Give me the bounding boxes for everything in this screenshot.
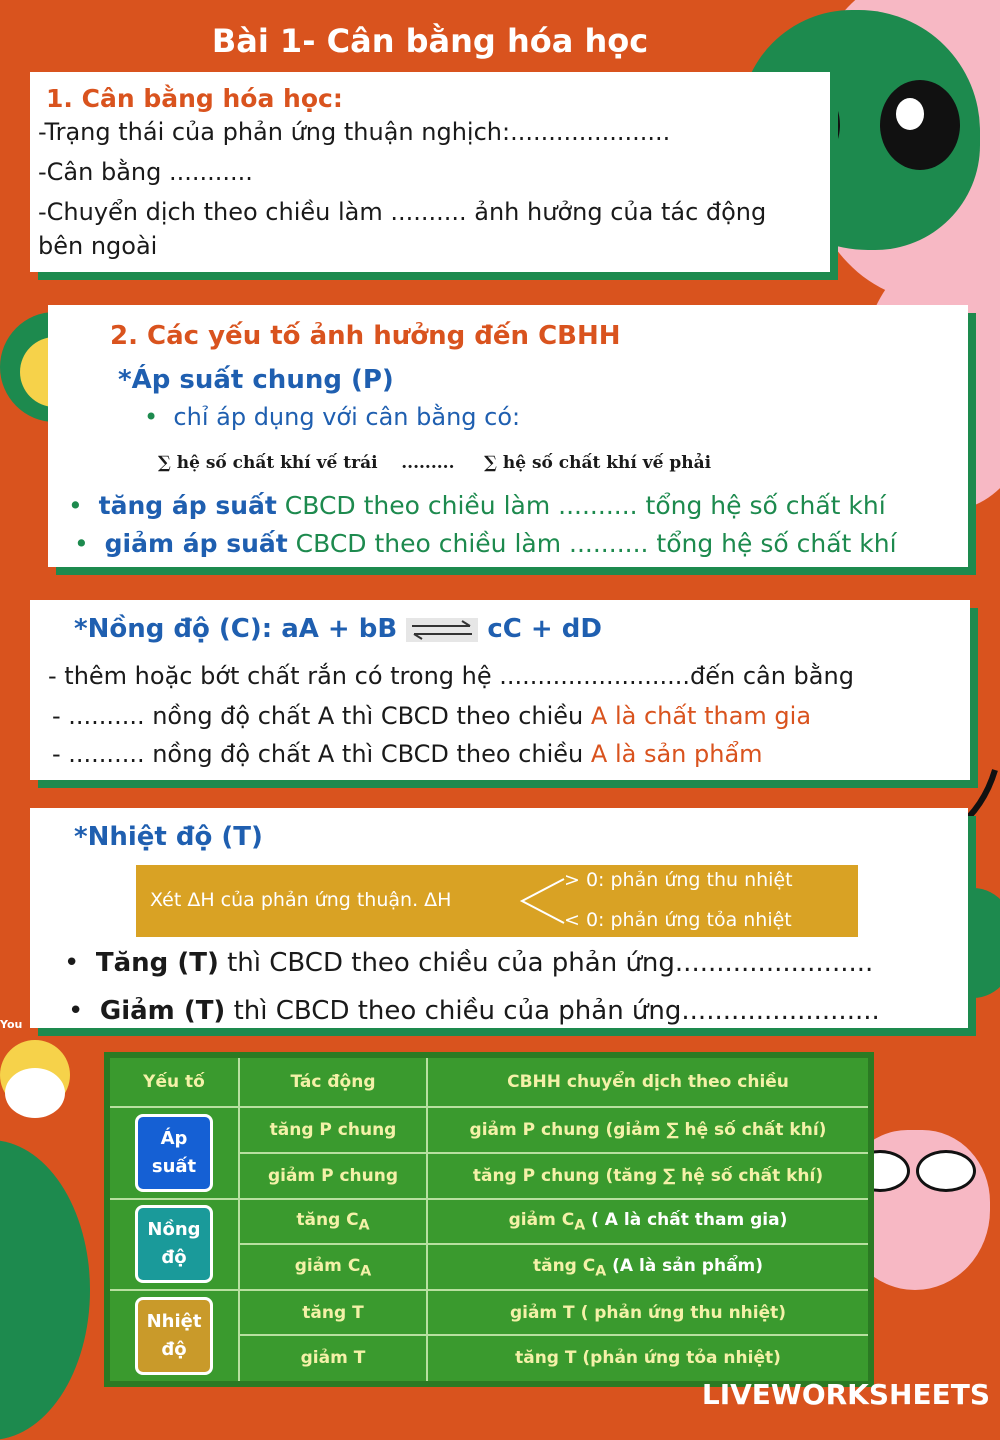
concentration-card bbox=[30, 600, 970, 780]
concentration-line3 bbox=[52, 740, 763, 768]
header-factor: Yếu tố bbox=[107, 1055, 239, 1107]
action-cell bbox=[239, 1107, 427, 1153]
section1-line2: -Cân bằng ........... bbox=[38, 158, 253, 186]
temperature-card bbox=[30, 808, 968, 1028]
action-cell bbox=[239, 1244, 427, 1290]
table-header-row bbox=[107, 1055, 871, 1107]
table-row bbox=[107, 1290, 871, 1335]
factor-cell-pressure bbox=[107, 1107, 239, 1199]
temperature-increase-bullet: • Tăng (T) thì CBCD theo chiều của phản ứng........................ bbox=[64, 948, 874, 978]
section-equilibrium-card bbox=[30, 72, 830, 272]
action-text: tăng T bbox=[302, 1302, 364, 1323]
gas-coefficient-formula bbox=[158, 453, 711, 473]
concentration-title bbox=[74, 614, 602, 644]
concentration-line1: - thêm hoặc bớt chất rắn có trong hệ .........................đến cân bằng bbox=[48, 662, 854, 690]
girl-avatar-decoration bbox=[0, 1040, 70, 1110]
action-text: tăng P chung bbox=[269, 1119, 397, 1140]
line2-text: - .......... nồng độ chất A thì CBCD theo chiều bbox=[52, 702, 591, 730]
section-factors-card bbox=[48, 305, 968, 567]
temp-increase-bold: Tăng (T) bbox=[95, 948, 219, 978]
factor-tag-concentration: Nồng độ bbox=[135, 1205, 213, 1283]
result-cell bbox=[427, 1153, 871, 1199]
temperature-title: *Nhiệt độ (T) bbox=[74, 822, 263, 852]
pressure-title: *Áp suất chung (P) bbox=[118, 365, 394, 395]
increase-rest: CBCD theo chiều làm .......... tổng hệ số chất khí bbox=[276, 491, 886, 520]
delta-h-positive: > 0: phản ứng thu nhiệt bbox=[564, 869, 793, 891]
section1-line1: -Trạng thái của phản ứng thuận nghịch:..................... bbox=[38, 118, 671, 146]
delta-h-label: Xét ΔH của phản ứng thuận. ΔH bbox=[150, 889, 452, 911]
increase-bold: tăng áp suất bbox=[98, 491, 277, 520]
monster-eye-icon bbox=[880, 80, 960, 170]
result-cell bbox=[427, 1290, 871, 1335]
formula-dots: ......... bbox=[401, 453, 455, 473]
result-cell bbox=[427, 1244, 871, 1290]
action-cell bbox=[239, 1335, 427, 1384]
concentration-equation-right: cC + dD bbox=[487, 614, 602, 644]
pressure-decrease-bullet: • giảm áp suất CBCD theo chiều làm .......... tổng hệ số chất khí bbox=[74, 529, 897, 558]
sticker-text: You bbox=[0, 1018, 23, 1031]
factor-tag-pressure: Áp suất bbox=[135, 1114, 213, 1192]
factor-cell-concentration bbox=[107, 1199, 239, 1291]
pressure-increase-bullet: • tăng áp suất CBCD theo chiều làm .......... tổng hệ số chất khí bbox=[68, 491, 886, 520]
section1-line3a: -Chuyển dịch theo chiều làm .......... ảnh hưởng của tác động bbox=[38, 198, 767, 226]
result-text: giảm $C_A$ ( A là chất tham gia) bbox=[508, 1209, 788, 1234]
header-shift: CBHH chuyển dịch theo chiều bbox=[427, 1055, 871, 1107]
formula-right: ∑ hệ số chất khí vế phải bbox=[484, 453, 712, 473]
page-title: Bài 1- Cân bằng hóa học bbox=[211, 22, 649, 60]
delta-h-negative: < 0: phản ứng tỏa nhiệt bbox=[564, 909, 792, 931]
delta-h-box bbox=[136, 865, 858, 937]
line2-highlight: A là chất tham gia bbox=[590, 702, 812, 730]
pressure-condition-bullet: • chỉ áp dụng với cân bằng có: bbox=[144, 403, 521, 431]
condition-text: chỉ áp dụng với cân bằng có: bbox=[173, 403, 521, 431]
action-cell bbox=[239, 1290, 427, 1335]
result-text: tăng $C_A$ (A là sản phẩm) bbox=[532, 1255, 764, 1279]
concentration-line2 bbox=[52, 702, 811, 730]
header-action: Tác động bbox=[239, 1055, 427, 1107]
result-text: giảm T ( phản ứng thu nhiệt) bbox=[509, 1302, 787, 1323]
factor-cell-temperature bbox=[107, 1290, 239, 1384]
action-text: giảm P chung bbox=[267, 1165, 399, 1186]
line3-text: - .......... nồng độ chất A thì CBCD theo chiều bbox=[52, 740, 591, 768]
decrease-bold: giảm áp suất bbox=[104, 529, 288, 558]
action-text: giảm $C_A$ bbox=[294, 1255, 372, 1279]
branch-bracket-icon bbox=[518, 875, 566, 927]
liveworksheets-watermark: LIVEWORKSHEETS bbox=[701, 1378, 990, 1411]
green-blob-decoration bbox=[0, 1140, 90, 1440]
action-text: tăng $C_A$ bbox=[296, 1209, 370, 1234]
factor-tag-temperature: Nhiệt độ bbox=[135, 1297, 213, 1375]
section1-line3b: bên ngoài bbox=[38, 232, 158, 260]
section1-heading: 1. Cân bằng hóa học: bbox=[46, 84, 343, 113]
line3-highlight: A là sản phẩm bbox=[590, 740, 763, 768]
temp-increase-rest: thì CBCD theo chiều của phản ứng........................ bbox=[218, 948, 874, 978]
temp-decrease-bold: Giảm (T) bbox=[99, 996, 226, 1026]
decrease-rest: CBCD theo chiều làm .......... tổng hệ số chất khí bbox=[287, 529, 897, 558]
formula-left: ∑ hệ số chất khí vế trái bbox=[158, 453, 378, 473]
result-text: giảm P chung (giảm ∑ hệ số chất khí) bbox=[469, 1119, 827, 1140]
equilibrium-arrow-icon bbox=[406, 616, 478, 644]
action-cell bbox=[239, 1153, 427, 1199]
action-cell bbox=[239, 1199, 427, 1245]
result-text: tăng P chung (tăng ∑ hệ số chất khí) bbox=[472, 1165, 824, 1186]
result-cell bbox=[427, 1107, 871, 1153]
summary-table bbox=[104, 1052, 874, 1387]
table-row bbox=[107, 1107, 871, 1153]
temp-decrease-rest: thì CBCD theo chiều của phản ứng........................ bbox=[225, 996, 880, 1026]
concentration-equation-left: *Nồng độ (C): aA + bB bbox=[74, 614, 398, 644]
temperature-decrease-bullet: • Giảm (T) thì CBCD theo chiều của phản ứng........................ bbox=[68, 996, 880, 1026]
section2-heading: 2. Các yếu tố ảnh hưởng đến CBHH bbox=[110, 321, 621, 351]
result-cell bbox=[427, 1335, 871, 1384]
result-text: tăng T (phản ứng tỏa nhiệt) bbox=[515, 1348, 781, 1369]
table-row bbox=[107, 1199, 871, 1245]
action-text: giảm T bbox=[300, 1348, 366, 1369]
result-cell bbox=[427, 1199, 871, 1245]
